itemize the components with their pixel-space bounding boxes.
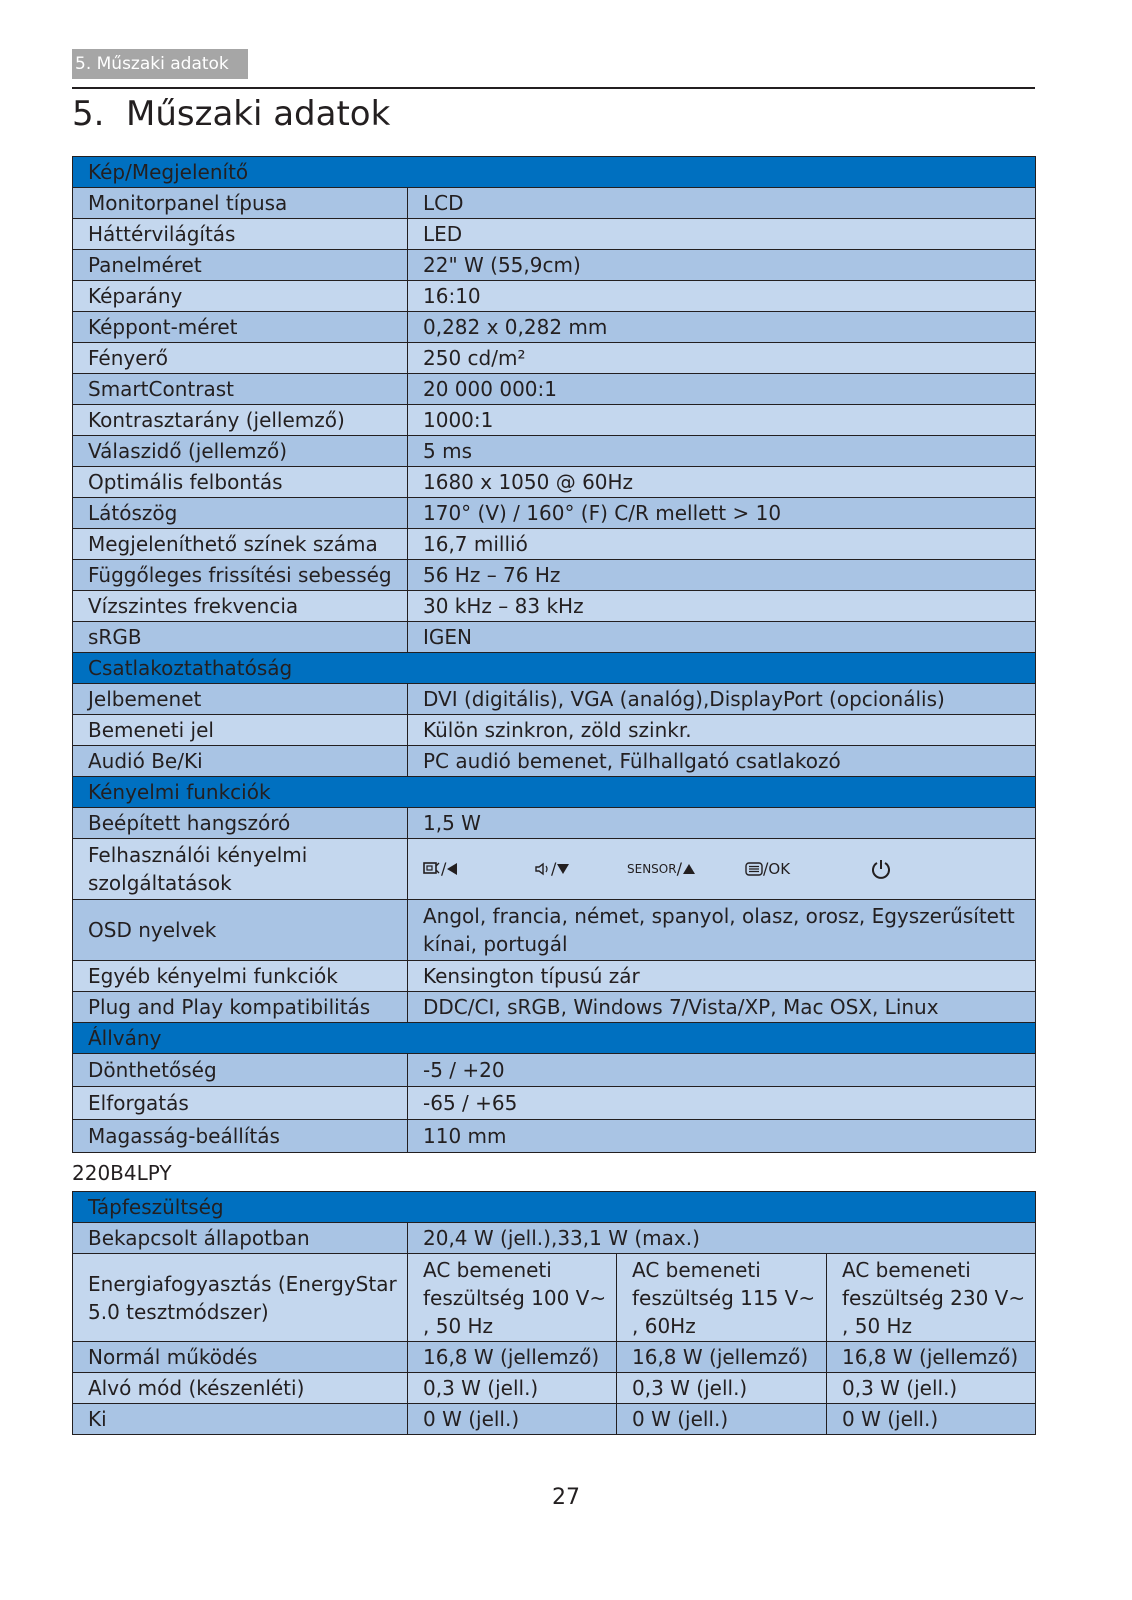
row-value: 0,282 x 0,282 mm [408,312,1036,343]
row-value: LED [408,219,1036,250]
table-row [73,188,1036,219]
table-row [73,1087,1036,1120]
row-value: 0,3 W (jell.) [617,1373,827,1404]
row-label: Monitorpanel típusa [73,188,408,219]
table-row [73,839,1036,900]
row-value: 30 kHz – 83 kHz [408,591,1036,622]
table-row [73,374,1036,405]
table-row [73,436,1036,467]
row-value: DVI (digitális), VGA (analóg),DisplayPort (opcionális) [408,684,1036,715]
row-value: 16,7 millió [408,529,1036,560]
row-value: 1680 x 1050 @ 60Hz [408,467,1036,498]
table-row [73,343,1036,374]
table-row [73,467,1036,498]
table-row [73,684,1036,715]
table-row [73,250,1036,281]
row-label: Bemeneti jel [73,715,408,746]
row-value: -5 / +20 [408,1054,1036,1087]
row-label: Optimális felbontás [73,467,408,498]
row-label: Jelbemenet [73,684,408,715]
row-label: Képpont-méret [73,312,408,343]
speaker-icon [535,862,551,876]
row-label: sRGB [73,622,408,653]
row-label: Képarány [73,281,408,312]
table-row [73,591,1036,622]
sensor-up-control [627,855,745,883]
table-row [73,808,1036,839]
left-triangle-icon [446,862,458,876]
row-value: 16,8 W (jellemző) [617,1342,827,1373]
row-value: IGEN [408,622,1036,653]
page-title-number: 5. [72,94,105,134]
row-label: Dönthetőség [73,1054,408,1087]
model-label: 220B4LPY [72,1161,172,1185]
row-label: Magasság-beállítás [73,1120,408,1153]
spec-table-display [72,156,1036,1153]
row-label: Bekapcsolt állapotban [73,1223,408,1254]
power-icon [871,858,891,880]
row-label: Megjeleníthető színek száma [73,529,408,560]
row-value: 20 000 000:1 [408,374,1036,405]
column-header: AC bemeneti feszültség 100 V~ , 50 Hz [408,1254,617,1342]
table-row [73,622,1036,653]
ok-text-icon: OK [768,860,791,878]
table-row [73,746,1036,777]
table-row [73,1223,1036,1254]
row-value: 20,4 W (jell.),33,1 W (max.) [408,1223,1036,1254]
table-row [73,312,1036,343]
menu-icon [745,862,763,876]
down-triangle-icon [556,863,570,875]
row-value: 5 ms [408,436,1036,467]
table-row [73,498,1036,529]
table-row [73,1342,1036,1373]
row-value: 56 Hz – 76 Hz [408,560,1036,591]
table-row [73,961,1036,992]
row-value: 170° (V) / 160° (F) C/R mellett > 10 [408,498,1036,529]
column-header: AC bemeneti feszültség 230 V~ , 50 Hz [827,1254,1036,1342]
row-label: Audió Be/Ki [73,746,408,777]
row-label: SmartContrast [73,374,408,405]
column-header: AC bemeneti feszültség 115 V~ , 60Hz [617,1254,827,1342]
table-row [73,1054,1036,1087]
row-label: Beépített hangszóró [73,808,408,839]
table-row [73,715,1036,746]
menu-ok-control [745,855,871,883]
row-label: Háttérvilágítás [73,219,408,250]
row-label: Ki [73,1404,408,1435]
table-row [73,405,1036,436]
table-row [73,560,1036,591]
row-value: 110 mm [408,1120,1036,1153]
row-label: Válaszidő (jellemző) [73,436,408,467]
section-heading-image: Kép/Megjelenítő [73,157,1036,188]
row-value: 0 W (jell.) [617,1404,827,1435]
row-value: 1000:1 [408,405,1036,436]
section-tab-label: 5. Műszaki adatok [72,49,248,79]
up-triangle-icon [682,863,696,875]
table-row [73,992,1036,1023]
section-heading-power: Tápfeszültség [73,1192,1036,1223]
monitor-picture-icon [423,861,441,877]
row-value: 0,3 W (jell.) [827,1373,1036,1404]
separator-slash: / [441,859,447,878]
row-label: Felhasználói kényelmi szolgáltatások [73,839,408,900]
row-label: Elforgatás [73,1087,408,1120]
separator-slash: / [763,859,769,878]
user-control-icons [423,855,1035,883]
page-number: 27 [552,1485,580,1510]
row-value: 250 cd/m² [408,343,1036,374]
row-value: 16,8 W (jellemző) [827,1342,1036,1373]
row-label: Plug and Play kompatibilitás [73,992,408,1023]
row-label: Egyéb kényelmi funkciók [73,961,408,992]
row-value: 16,8 W (jellemző) [408,1342,617,1373]
table-row [73,219,1036,250]
row-label: Energiafogyasztás (EnergyStar 5.0 tesztmódszer) [73,1254,408,1342]
volume-down-control [535,855,627,883]
menu-left-control [423,855,535,883]
section-heading-comfort: Kényelmi funkciók [73,777,1036,808]
power-control [871,858,891,880]
table-row [73,281,1036,312]
table-row [73,529,1036,560]
page-title-text: Műszaki adatok [126,94,391,134]
table-row [73,1120,1036,1153]
table-row [73,1373,1036,1404]
sensor-text-icon: SENSOR [627,862,677,876]
row-value: Kensington típusú zár [408,961,1036,992]
table-row [73,900,1036,961]
row-value: 1,5 W [408,808,1036,839]
row-label: Normál működés [73,1342,408,1373]
section-heading-stand: Állvány [73,1023,1036,1054]
row-label: Kontrasztarány (jellemző) [73,405,408,436]
section-heading-connectivity: Csatlakoztathatóság [73,653,1036,684]
row-label: Látószög [73,498,408,529]
row-label: Panelméret [73,250,408,281]
row-value: -65 / +65 [408,1087,1036,1120]
table-row [73,1254,1036,1342]
table-row [73,1404,1036,1435]
row-label: OSD nyelvek [73,900,408,961]
row-value: 0 W (jell.) [827,1404,1036,1435]
row-value: 22" W (55,9cm) [408,250,1036,281]
page-title [72,92,390,136]
row-label: Alvó mód (készenléti) [73,1373,408,1404]
header-rule [72,87,1035,89]
row-value: LCD [408,188,1036,219]
row-label: Függőleges frissítési sebesség [73,560,408,591]
row-value: DDC/CI, sRGB, Windows 7/Vista/XP, Mac OSX, Linux [408,992,1036,1023]
row-value: 0,3 W (jell.) [408,1373,617,1404]
row-value: Angol, francia, német, spanyol, olasz, orosz, Egyszerűsített kínai, portugál [408,900,1036,961]
row-value: Külön szinkron, zöld szinkr. [408,715,1036,746]
separator-slash: / [551,859,557,878]
row-value: 16:10 [408,281,1036,312]
spec-table-power [72,1191,1036,1435]
row-value: PC audió bemenet, Fülhallgató csatlakozó [408,746,1036,777]
row-value-icons [408,839,1036,900]
row-label: Fényerő [73,343,408,374]
row-value: 0 W (jell.) [408,1404,617,1435]
row-label: Vízszintes frekvencia [73,591,408,622]
separator-slash: / [676,859,682,878]
